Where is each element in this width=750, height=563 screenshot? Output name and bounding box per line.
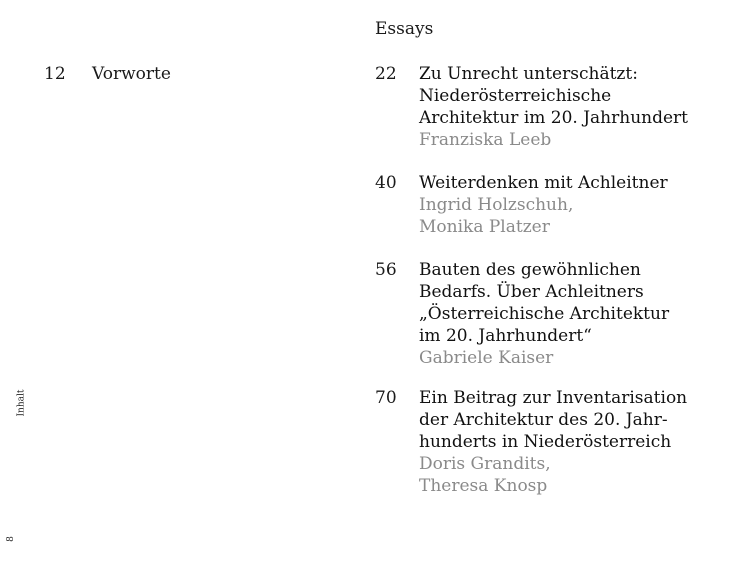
section-side-label: Inhalt (16, 389, 27, 417)
toc-entry[interactable] (375, 259, 735, 369)
toc-entry-title: Weiterdenken mit Achleitner (419, 173, 668, 193)
page-number: 8 (5, 536, 16, 542)
toc-entry-author: Doris Grandits, Theresa Knosp (419, 454, 551, 496)
toc-entry[interactable] (375, 63, 735, 151)
toc-entry-title: Zu Unrecht unterschätzt: Niederösterreichische Architektur im 20. Jahrhundert (419, 64, 688, 128)
toc-entry-author: Gabriele Kaiser (419, 348, 554, 368)
toc-entry-page: 56 (375, 260, 397, 280)
toc-entry-title: Vorworte (92, 64, 171, 84)
toc-entry-author: Franziska Leeb (419, 130, 552, 150)
toc-entry-page: 22 (375, 64, 397, 84)
toc-entry-page: 70 (375, 388, 397, 408)
toc-entry-page: 12 (44, 64, 66, 84)
toc-entry-vorworte[interactable] (40, 63, 171, 85)
toc-entry-title: Bauten des gewöhnlichen Bedarfs. Über Achleitners „Österreichische Architektur im 20. Jahrhundert“ (419, 260, 670, 346)
toc-entry-author: Ingrid Holzschuh, Monika Platzer (419, 195, 574, 237)
toc-entry[interactable] (375, 387, 735, 497)
toc-entry-title: Ein Beitrag zur Inventarisation der Architektur des 20. Jahr- hunderts in Niederösterreich (419, 388, 688, 452)
section-heading-essays: Essays (375, 19, 434, 39)
toc-entry[interactable] (375, 172, 735, 238)
toc-entry-page: 40 (375, 173, 397, 193)
